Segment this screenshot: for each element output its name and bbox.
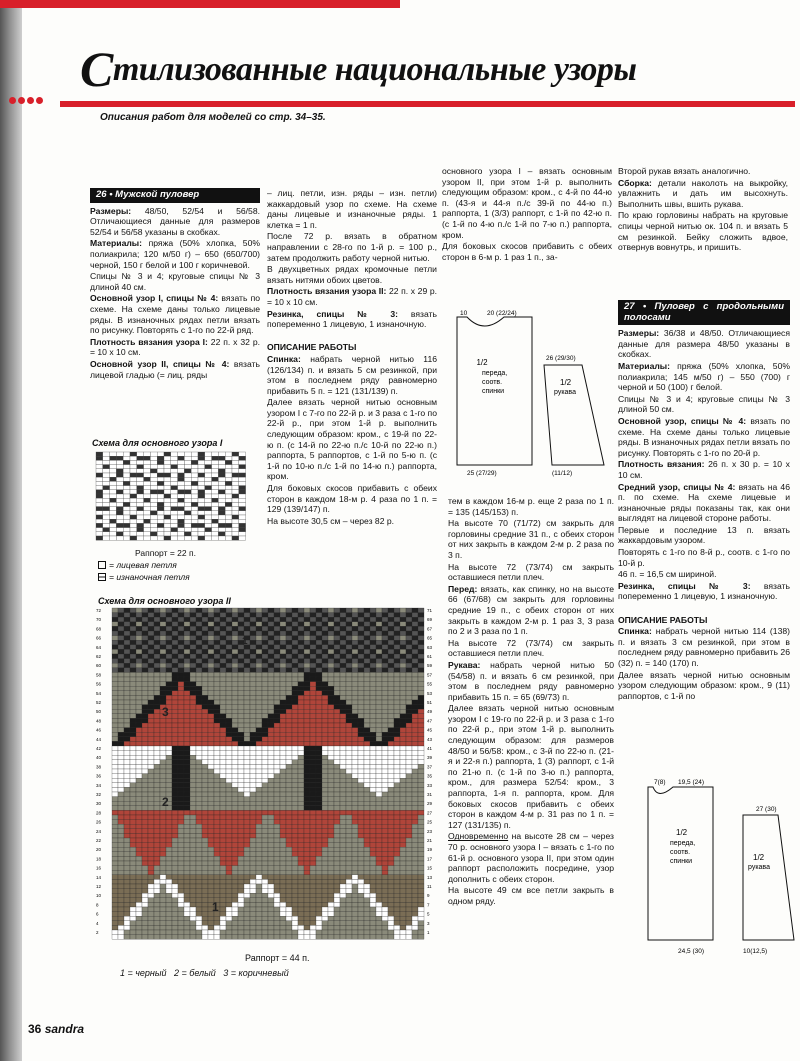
svg-text:33: 33 — [427, 782, 433, 788]
svg-text:31: 31 — [427, 792, 433, 797]
svg-text:1: 1 — [212, 900, 219, 914]
chart2-legend: 1 = черный 2 = белый 3 = коричневый — [120, 968, 289, 978]
chart1-rapport: Раппорт = 22 п. — [135, 548, 196, 558]
m26c4-para: По краю горловины набрать на круговые спицы черной нитью ок. 104 п. и вязать 5 см резинкой. Бейку сложить вдвое, отвернув вовнутрь, и пришить. — [618, 210, 788, 253]
svg-text:29: 29 — [427, 801, 433, 807]
model26-column-2 — [267, 188, 437, 576]
svg-text:17: 17 — [427, 856, 433, 862]
dim-7-8: 7(8) — [654, 779, 666, 786]
title-underline — [60, 101, 795, 107]
svg-text:7: 7 — [427, 902, 430, 908]
svg-text:70: 70 — [96, 617, 102, 623]
svg-text:30: 30 — [96, 801, 102, 807]
svg-text:11: 11 — [427, 884, 432, 889]
m27-para: Размеры: 36/38 и 48/50. Отличающиеся данные для размера 48/50 указаны в скобках. — [618, 328, 790, 360]
m26c2-para: Спинка: набрать черной нитью 116 (126/134) п. и вязать 5 см резинкой, при этом в последнем ряду равномерно прибавить 5 п. = 121 (131/139) п. — [267, 353, 437, 396]
svg-text:6: 6 — [96, 911, 99, 917]
chart1-grid — [92, 450, 262, 550]
svg-text:66: 66 — [96, 635, 102, 641]
svg-text:71: 71 — [427, 608, 433, 613]
svg-text:16: 16 — [96, 865, 102, 871]
front-label: 1/2 — [476, 358, 488, 367]
svg-text:62: 62 — [96, 654, 102, 659]
m26c2-para: – лиц. петли, изн. ряды – изн. петли) жаккардовый узор по схеме. На схеме даны лицевые и изнаночные ряды. 1 клетка = 1 п. — [267, 188, 437, 230]
svg-text:1: 1 — [242, 636, 248, 647]
m26c2-para: После 72 р. вязать в обратном направлении с 28-го по 1-й р. = 100 р., затем продолжить работу черной нитью. — [267, 231, 437, 263]
m26c2-para: ОПИСАНИЕ РАБОТЫ — [267, 342, 357, 353]
svg-text:14: 14 — [96, 874, 102, 880]
svg-text:28: 28 — [96, 810, 102, 816]
decorative-dots — [8, 92, 48, 110]
svg-text:68: 68 — [96, 626, 102, 632]
svg-text:3: 3 — [162, 705, 169, 719]
m27-para: Спицы № 3 и 4; круговые спицы № 3 длиной 50 см. — [618, 393, 790, 415]
m26c2-para: Для боковых скосов прибавить с обеих сторон в каждом 18-м р. 4 раза по 1 п. = 129 (139/147) п. — [267, 483, 437, 515]
legend-purl: = изнаночная петля — [98, 572, 190, 582]
svg-text:49: 49 — [427, 709, 433, 715]
m26c4-para: Второй рукав вязать аналогично. — [618, 166, 751, 176]
dim-27-30: 27 (30) — [756, 806, 777, 813]
top-red-bar — [0, 0, 400, 8]
page-footer: 36 sandra — [28, 1022, 85, 1036]
m26c4-para: Сборка: детали наколоть на выкройку, увлажнить и дать им высохнуть. Выполнить швы, вшить рукава. — [618, 177, 788, 209]
svg-text:34: 34 — [96, 782, 102, 788]
m27-para: Спинка: набрать черной нитью 114 (138) п. и вязать 3 см резинкой, при этом в последнем ряду равномерно прибавить 26 (32) п. = 140 (170) п. — [618, 626, 790, 668]
svg-text:51: 51 — [427, 700, 433, 705]
svg-text:43: 43 — [427, 736, 433, 742]
m26c1-para: Основной узор I, спицы № 4: вязать по схеме. На схеме даны только лицевые ряды. В изнаночных рядах петли вязать по рисунку. Повторять с 1-го по 22-й ряд. — [90, 293, 260, 336]
sleeve-label: 1/2 — [560, 378, 572, 387]
m27-para — [618, 603, 790, 614]
chart2-title: Схема для основного узора II — [98, 596, 231, 606]
page-subtitle: Описания работ для моделей со стр. 34–35. — [100, 112, 326, 123]
svg-text:67: 67 — [427, 626, 433, 632]
svg-text:72: 72 — [96, 608, 102, 613]
sleeve27-label-2: рукава — [748, 864, 770, 871]
model27-pattern-diagram — [618, 775, 800, 955]
svg-text:13: 13 — [427, 874, 433, 880]
svg-text:48: 48 — [96, 718, 102, 724]
svg-text:2: 2 — [162, 795, 169, 809]
dim-10-12-5: 10(12,5) — [743, 948, 768, 955]
dim-11-12: (11/12) — [552, 470, 573, 477]
svg-text:22: 22 — [96, 838, 102, 843]
svg-text:56: 56 — [96, 681, 102, 687]
svg-text:4: 4 — [96, 920, 99, 926]
chart1-title: Схема для основного узора I — [92, 438, 223, 448]
svg-text:53: 53 — [427, 690, 433, 696]
svg-text:47: 47 — [427, 718, 433, 724]
dim-26-29-30: 26 (29/30) — [546, 355, 576, 362]
m26c3b-para: тем в каждом 16-м р. еще 2 раза по 1 п. = 135 (145/153) п. — [448, 496, 614, 517]
m26c1-para: Спицы № 3 и 4; круговые спицы № 3 длиной 40 см. — [90, 271, 260, 292]
svg-text:9: 9 — [427, 893, 430, 899]
model26-column-4 — [618, 166, 788, 296]
front27-label-2: переда, — [670, 840, 696, 847]
m27-para: Резинка, спицы № 3: вязать попеременно 1 лицевую, 1 изнаночную. — [618, 580, 790, 602]
model27-heading: 27 • Пуловер с продольными полосами — [618, 300, 790, 325]
m26c1-para: Материалы: пряжа (50% хлопка, 50% полиакрила; 120 м/50 г) – 650 (650/700) черной, 150 г белой и 100 г коричневой. — [90, 238, 260, 270]
m26c3b-para: На высоте 72 (73/74) см закрыть оставшиеся петли плеч. — [448, 561, 614, 583]
model26-heading: 26 • Мужской пуловер — [90, 188, 260, 203]
m26c2-para: Резинка, спицы № 3: вязать попеременно 1 лицевую, 1 изнаночную. — [267, 308, 437, 330]
svg-text:20: 20 — [96, 847, 102, 853]
m26c3b-para: Одновременно на высоте 28 см – через 70 р. основного узора I – вязать с 1-го по 61-й р. основного узора II, при этом один раппорт расположить посредине, узор дополнить с обеих сторон. — [448, 831, 614, 884]
svg-text:21: 21 — [427, 838, 433, 843]
front-label-3: соотв. — [482, 379, 503, 386]
svg-text:45: 45 — [427, 727, 433, 733]
svg-text:3: 3 — [427, 920, 430, 926]
m26c3b-para: На высоте 72 (73/74) см закрыть оставшиеся петли плеч. — [448, 637, 614, 659]
m27-para: Повторять с 1-го по 8-й р., соотв. с 1-го по 10-й р. — [618, 547, 790, 568]
svg-text:41: 41 — [427, 746, 433, 751]
svg-text:15: 15 — [427, 865, 433, 871]
model26-column-3b — [448, 496, 614, 966]
front27-label: 1/2 — [676, 828, 688, 837]
svg-text:42: 42 — [96, 746, 102, 751]
svg-text:5: 5 — [427, 911, 430, 917]
m27-para: ОПИСАНИЕ РАБОТЫ — [618, 614, 708, 625]
svg-text:46: 46 — [96, 727, 102, 733]
chart2-rapport: Раппорт = 44 п. — [245, 953, 310, 963]
front27-label-3: соотв. — [670, 849, 691, 856]
svg-text:8: 8 — [96, 902, 99, 908]
svg-text:1: 1 — [427, 930, 430, 935]
m26c3b-para: Рукава: набрать черной нитью 50 (54/58) п. и вязать 6 см резинкой, при этом в последнем ряду равномерно прибавить 15 п. = 65 (69/73) п. — [448, 659, 614, 702]
m26c2-para — [267, 331, 437, 342]
svg-text:27: 27 — [427, 810, 433, 816]
svg-text:19: 19 — [427, 847, 433, 853]
m26c3-para: основного узора I – вязать основным узором II, при этом 1-й р. выполнить следующим образом: кром., с 4-й по 44-ю п. (43-я и 44-я п./с 39-й по 44-ю п.) раппорта, 1 (3/3) раппорт, с 1-й по 42-ю п. (с 1-й по 4-ю п./с 1-й по 7-ю п.) раппорта, кром. — [442, 166, 612, 240]
svg-text:54: 54 — [96, 690, 102, 696]
m26c2-para: На высоте 30,5 см – через 82 р. — [267, 515, 395, 526]
sleeve27-label: 1/2 — [753, 853, 765, 862]
m26c2-para: В двухцветных рядах кромочные петли вязать нитями обоих цветов. — [267, 264, 437, 285]
dim-19-5-24: 19,5 (24) — [678, 779, 705, 786]
page-binding-shadow — [0, 0, 22, 1061]
svg-text:10: 10 — [96, 893, 102, 899]
m27-para: Первые и последние 13 п. вязать жаккардовым узором. — [618, 524, 790, 546]
dim-10: 10 — [460, 310, 468, 317]
svg-text:61: 61 — [427, 654, 433, 659]
front27-label-4: спинки — [670, 858, 693, 865]
page-title: Стилизованные национальные узоры — [80, 41, 637, 97]
m26c3b-para: На высоте 49 см все петли закрыть в одном ряду. — [448, 885, 614, 906]
model26-column-3 — [442, 166, 612, 296]
legend-knit: = лицевая петля — [98, 560, 177, 570]
m26c3b-para: На высоте 70 (71/72) см закрыть для горловины средние 31 п., с обеих сторон от них закрыть в каждом 2-м р. 2 раза по 3 п. — [448, 518, 614, 560]
svg-text:39: 39 — [427, 755, 433, 761]
m26c1-para: Плотность вязания узора I: 22 п. х 32 р. = 10 х 10 см. — [90, 336, 260, 358]
svg-text:35: 35 — [427, 773, 433, 779]
front-label-4: спинки — [482, 388, 505, 395]
svg-text:38: 38 — [96, 764, 102, 770]
dim-24-5-30: 24,5 (30) — [678, 948, 705, 955]
svg-text:44: 44 — [96, 736, 102, 742]
model26-column-1 — [90, 188, 260, 418]
svg-text:24: 24 — [96, 828, 102, 834]
svg-text:26: 26 — [96, 819, 102, 825]
dim-20-22-24: 20 (22/24) — [487, 310, 517, 317]
svg-text:59: 59 — [427, 663, 433, 669]
m27-para: Средний узор, спицы № 4: вязать на 46 п. по схеме. На схеме лицевые и изнаночные ряды показаны так, как они выглядят на лицевой стороне работы. — [618, 481, 790, 524]
svg-text:25: 25 — [427, 819, 433, 825]
model26-pattern-diagram — [442, 305, 614, 480]
svg-text:65: 65 — [427, 635, 433, 641]
chart2-grid — [92, 606, 442, 951]
m27-para: Далее вязать черной нитью основным узором следующим образом: кром., 9 (11) раппортов, с 1-й по — [618, 669, 790, 701]
svg-text:40: 40 — [96, 755, 102, 761]
svg-text:64: 64 — [96, 644, 102, 650]
svg-text:36: 36 — [96, 773, 102, 779]
m26c3b-para: Перед: вязать, как спинку, но на высоте 66 (67/68) см закрыть для горловины средние 19 п., с обеих сторон от них закрыть в каждом 2-м р. 1 раз 3, 3 раза по 2 и 3 раза по 1 п. — [448, 583, 614, 637]
m27-para: 46 п. = 16,5 см шириной. — [618, 569, 717, 580]
svg-text:55: 55 — [427, 681, 433, 687]
model27-column — [618, 300, 790, 770]
svg-text:60: 60 — [96, 663, 102, 669]
svg-text:69: 69 — [427, 617, 433, 623]
svg-text:23: 23 — [427, 828, 433, 834]
m27-para: Основной узор, спицы № 4: вязать по схеме. На схеме даны только лицевые ряды. В изнаночных рядах петли вязать по рисунку. Повторять с 1-го по 20-й р. — [618, 415, 790, 458]
svg-text:50: 50 — [96, 709, 102, 715]
m26c2-para: Далее вязать черной нитью основным узором I с 7-го по 22-й р. и 3 раза с 1-го по 22-й р., при этом 1-й р. выполнить следующим образом: кром., с 19-й по 22-ю п. (с 14-й по 22-ю п./с 10-й по 22-ю п.) раппорта, 5 раппортов, с 1-й по 5-ю п. (с 1-й по 10-ю п./с 1-й по 14-ю п.) раппорта, кром. — [267, 397, 437, 482]
svg-text:37: 37 — [427, 764, 433, 770]
svg-text:63: 63 — [427, 644, 433, 650]
front-label-2: переда, — [482, 370, 508, 377]
svg-text:2: 2 — [96, 930, 99, 935]
svg-text:57: 57 — [427, 672, 433, 678]
m26c3b-para: Далее вязать черной нитью основным узором I с 19-го по 22-й р. и 3 раза с 1-го по 22-й р., при этом 1-й р. выполнить следующим образом: для размеров 48/50 и 56/58: кром., с 3-й по 22-ю п. (21-я и 22-я п.) раппорта, 1 (3) раппорт, с 1-й по 21-ю п. (с 1-й по 3-ю п.) раппорта, кром., для размера 52/54: кром., 3 раппорта, 1-я п. раппорта, кром. Для боковых скосов прибавить с обеих сторон в каждом 4-м р. 31 раз по 1 п. = 127 (131/135) п. — [448, 703, 614, 830]
svg-text:18: 18 — [96, 856, 102, 862]
dim-25-27-29: 25 (27/29) — [467, 470, 497, 477]
svg-text:32: 32 — [96, 792, 102, 797]
m26c1-para: Размеры: 48/50, 52/54 и 56/58. Отличающиеся данные для размеров 52/54 и 56/58 указаны в скобках. — [90, 205, 260, 237]
sleeve-label-2: рукава — [554, 389, 576, 396]
m26c1-para: Основной узор II, спицы № 4: вязать лицевой гладью (= лиц. ряды — [90, 358, 260, 380]
m26c2-para: Плотность вязания узора II: 22 п. х 29 р. = 10 х 10 см. — [267, 286, 437, 307]
svg-text:58: 58 — [96, 672, 102, 678]
svg-text:52: 52 — [96, 700, 102, 705]
svg-text:12: 12 — [96, 884, 102, 889]
model26-text-1 — [90, 206, 260, 381]
m26c3-para: Для боковых скосов прибавить с обеих сторон в 6-м р. 1 раз 1 п., за- — [442, 241, 612, 262]
m27-para: Плотность вязания: 26 п. х 30 р. = 10 х 10 см. — [618, 459, 790, 480]
m27-para: Материалы: пряжа (50% хлопка, 50% полиакрила; 145 м/50 г) – 550 (700) г черной и 50 (100) г белой. — [618, 360, 790, 393]
